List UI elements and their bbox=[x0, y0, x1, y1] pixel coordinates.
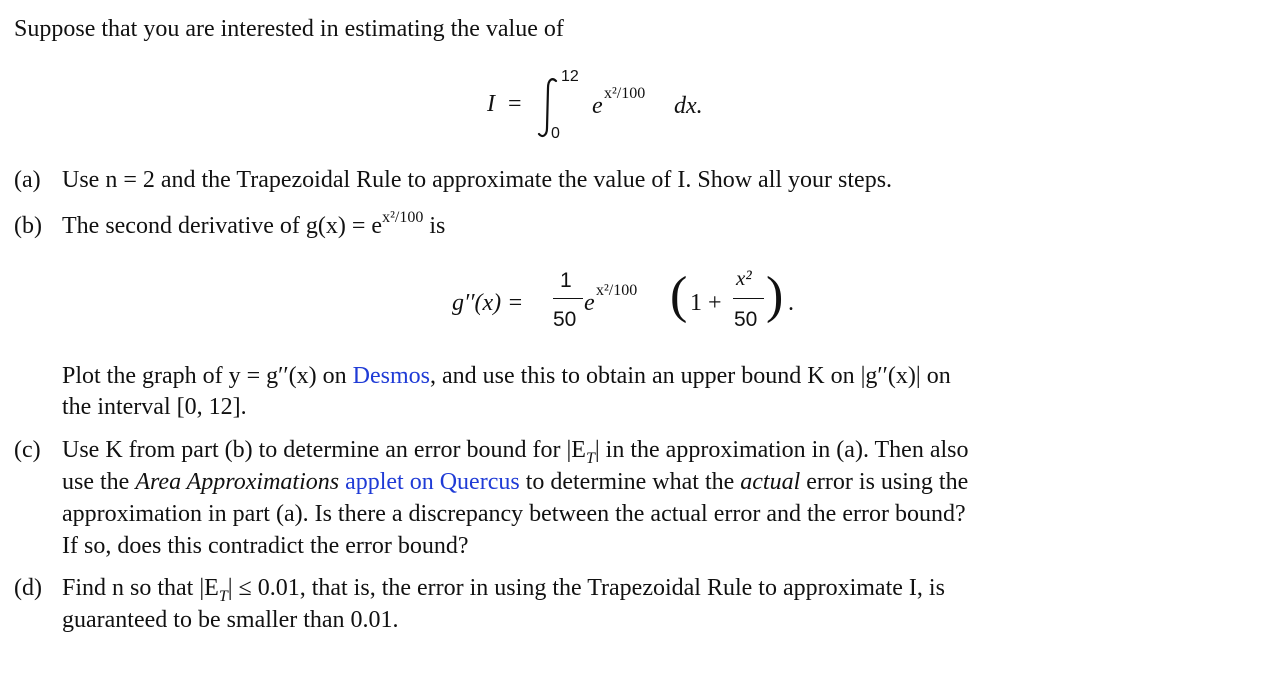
part-b-intro-text: The second derivative of g(x) = e bbox=[62, 213, 383, 239]
integral-dx: dx. bbox=[674, 93, 703, 119]
part-c-line3: approximation in part (a). Is there a discrepancy between the actual error and the error bound? bbox=[62, 501, 966, 527]
part-c-line2-em2: actual bbox=[740, 469, 801, 495]
part-b-plot-line2: the interval [0, 12]. bbox=[62, 394, 247, 420]
part-c-line2-text: use the bbox=[62, 469, 136, 495]
part-b-plot-text: Plot the graph of y = g′′(x) on bbox=[62, 363, 353, 389]
part-c-line2 bbox=[62, 470, 968, 494]
formula-paren-open: ( bbox=[670, 267, 688, 324]
integral-lower-limit: 0 bbox=[551, 125, 560, 142]
integral-lhs: I bbox=[487, 91, 495, 117]
formula-frac2-den: 50 bbox=[734, 308, 758, 331]
formula-paren-close: ) bbox=[766, 267, 784, 324]
formula-frac2-num: x² bbox=[736, 266, 752, 290]
part-c-line1-text: Use K from part (b) to determine an error bound for |E bbox=[62, 437, 586, 463]
part-a-text: Use n = 2 and the Trapezoidal Rule to approximate the value of I. Show all your steps. bbox=[62, 167, 893, 193]
integral-upper-limit: 12 bbox=[561, 68, 579, 85]
part-d-label: (d) bbox=[14, 575, 42, 601]
formula-exponent: x²/100 bbox=[596, 282, 638, 299]
intro-text: Suppose that you are interested in estimating the value of bbox=[14, 16, 564, 42]
formula-frac1-num: 1 bbox=[560, 269, 572, 292]
part-c-line2-tail: error is using the bbox=[800, 469, 969, 495]
part-c-label: (c) bbox=[14, 437, 41, 463]
part-a-label: (a) bbox=[14, 167, 41, 193]
formula-frac1-den: 50 bbox=[553, 308, 577, 331]
desmos-link[interactable]: Desmos bbox=[352, 363, 431, 389]
part-c-line1-tail: | in the approximation in (a). Then also bbox=[594, 437, 969, 463]
part-c-line4: If so, does this contradict the error bound? bbox=[62, 533, 469, 559]
part-b-plot-tail: , and use this to obtain an upper bound K on |g′′(x)| on bbox=[430, 363, 951, 389]
part-b-intro-exponent: x²/100 bbox=[382, 209, 424, 226]
integral-base: e bbox=[592, 93, 603, 119]
formula-one-plus: 1 + bbox=[690, 290, 722, 316]
part-c-line2-em: Area Approximations bbox=[135, 469, 340, 495]
formula-frac2-bar bbox=[733, 298, 764, 299]
formula-lhs: g′′(x) = bbox=[452, 290, 524, 316]
part-b-plot-line1 bbox=[62, 364, 951, 388]
formula-base: e bbox=[584, 290, 595, 316]
part-c-line1-sub: T bbox=[585, 449, 595, 467]
part-d-line1 bbox=[62, 576, 945, 605]
quercus-applet-link[interactable]: applet on Quercus bbox=[345, 469, 520, 495]
part-d-line2: guaranteed to be smaller than 0.01. bbox=[62, 607, 399, 633]
formula-period: . bbox=[788, 290, 794, 316]
part-b-intro-tail: is bbox=[423, 213, 446, 239]
part-b-intro bbox=[62, 209, 446, 239]
integral-equals: = bbox=[508, 91, 522, 117]
part-b-label: (b) bbox=[14, 213, 42, 239]
part-c-line2-mid: to determine what the bbox=[519, 469, 741, 495]
formula-frac1-bar bbox=[553, 298, 583, 299]
part-d-line1-tail: | ≤ 0.01, that is, the error in using the Trapezoidal Rule to approximate I, is bbox=[227, 575, 945, 601]
part-d-line1-sub: T bbox=[218, 587, 228, 605]
part-d-line1-text: Find n so that |E bbox=[62, 575, 219, 601]
integral-exponent: x²/100 bbox=[604, 85, 646, 102]
part-c-line1 bbox=[62, 438, 968, 467]
